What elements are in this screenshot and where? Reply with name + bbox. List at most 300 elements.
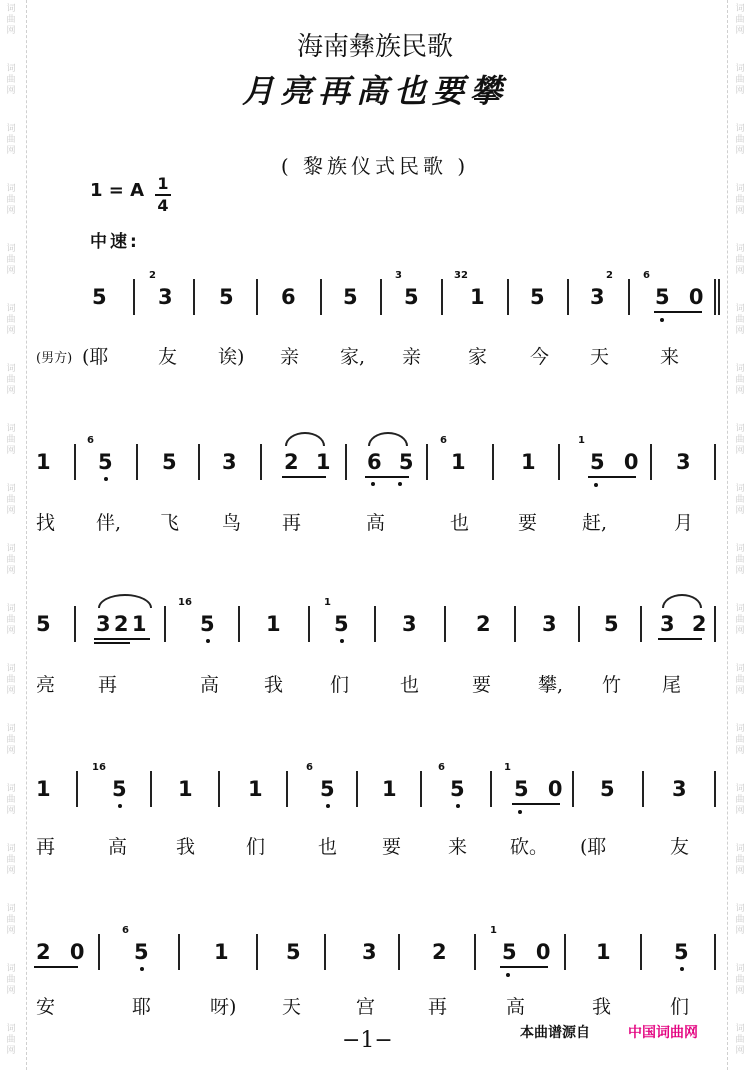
barline: [218, 771, 220, 807]
underline: [365, 476, 409, 478]
barline: [474, 934, 476, 970]
note: 1: [36, 450, 51, 474]
barline: [714, 934, 716, 970]
lyric: 月: [674, 512, 694, 534]
note: 1: [382, 777, 397, 801]
watermark-char: 词: [735, 1024, 745, 1034]
watermark-char: 网: [6, 566, 16, 576]
watermark-char: 曲: [6, 15, 16, 25]
note: 3: [222, 450, 237, 474]
lyric: 伴,: [96, 512, 122, 534]
lyric: 要: [472, 674, 492, 696]
watermark-char: 网: [6, 806, 16, 816]
watermark-char: 曲: [6, 915, 16, 925]
watermark-char: 词: [6, 364, 16, 374]
note: 5: [450, 777, 465, 801]
watermark-char: 曲: [6, 195, 16, 205]
watermark-char: 词: [735, 4, 745, 14]
lyric: 鸟: [222, 512, 242, 534]
watermark-char: 网: [735, 686, 745, 696]
note: 5: [674, 940, 689, 964]
barline: [640, 606, 642, 642]
watermark-char: 网: [735, 206, 745, 216]
note: 2: [476, 612, 491, 636]
lyric: 诶): [218, 346, 245, 368]
note: 5 0: [655, 285, 710, 309]
watermark-char: 词: [735, 484, 745, 494]
note: 5 0: [590, 450, 645, 474]
watermark-char: 曲: [6, 675, 16, 685]
low-dot: [518, 810, 522, 814]
lyric: 耶: [132, 996, 152, 1018]
note: 3 2 1: [96, 612, 147, 636]
note: 5: [530, 285, 545, 309]
note: 5: [320, 777, 335, 801]
watermark-char: 词: [735, 364, 745, 374]
watermark-char: 网: [735, 86, 745, 96]
watermark-group: [732, 424, 748, 457]
lyric: 再: [428, 996, 448, 1018]
watermark-char: 曲: [735, 75, 745, 85]
grace-note: 16: [92, 762, 106, 773]
underline: [34, 966, 78, 968]
watermark-group: [3, 784, 19, 817]
lyric: 天: [590, 346, 610, 368]
note: 5: [36, 612, 51, 636]
song-category: 海南彝族民歌: [296, 32, 453, 62]
watermark-char: 曲: [6, 255, 16, 265]
underline: [94, 642, 130, 644]
grace-note: 6: [438, 762, 445, 773]
barline: [164, 606, 166, 642]
note: 3: [402, 612, 417, 636]
barline: [150, 771, 152, 807]
low-dot: [104, 477, 108, 481]
lyric: 也: [450, 512, 470, 534]
barline: [398, 934, 400, 970]
barline: [74, 606, 76, 642]
barline: [193, 279, 195, 315]
lyric: 要: [518, 512, 538, 534]
barline: [286, 771, 288, 807]
watermark-group: [732, 904, 748, 937]
lyric: 来: [448, 836, 468, 858]
watermark-char: 词: [735, 304, 745, 314]
barline: [260, 444, 262, 480]
low-dot: [118, 804, 122, 808]
lyric: 们: [670, 996, 690, 1018]
watermark-char: 曲: [735, 1035, 745, 1045]
watermark-char: 网: [6, 1046, 16, 1056]
lyric: 我: [592, 996, 612, 1018]
watermark-char: 网: [735, 926, 745, 936]
watermark-char: 曲: [735, 375, 745, 385]
watermark-char: 词: [735, 784, 745, 794]
watermark-char: 词: [6, 904, 16, 914]
slur: [98, 594, 152, 608]
watermark-char: 曲: [735, 255, 745, 265]
watermark-char: 词: [6, 244, 16, 254]
watermark-char: 词: [735, 244, 745, 254]
watermark-group: [732, 604, 748, 637]
watermark-char: 词: [735, 124, 745, 134]
barline: [356, 771, 358, 807]
watermark-char: 曲: [735, 315, 745, 325]
barline: [564, 934, 566, 970]
note: 1: [596, 940, 611, 964]
low-dot: [340, 639, 344, 643]
barline: [380, 279, 382, 315]
watermark-group: [3, 364, 19, 397]
watermark-char: 词: [6, 424, 16, 434]
lyric: 亲: [280, 346, 300, 368]
note: 5: [219, 285, 234, 309]
watermark-char: 网: [6, 326, 16, 336]
grace-note: 2: [606, 270, 613, 281]
watermark-group: [3, 184, 19, 217]
barline: [714, 771, 716, 807]
watermark-char: 网: [735, 566, 745, 576]
underline: [588, 476, 636, 478]
watermark-char: 网: [735, 1046, 745, 1056]
watermark-group: [732, 1024, 748, 1057]
note: 5: [162, 450, 177, 474]
watermark-char: 词: [735, 604, 745, 614]
watermark-char: 网: [735, 746, 745, 756]
barline: [718, 279, 720, 315]
grace-note: 6: [306, 762, 313, 773]
watermark-char: 词: [735, 844, 745, 854]
low-dot: [206, 639, 210, 643]
grace-note: 1: [578, 435, 585, 446]
underline: [282, 476, 326, 478]
lyric: 找: [36, 512, 56, 534]
note: 1: [266, 612, 281, 636]
barline: [572, 771, 574, 807]
note: 1: [214, 940, 229, 964]
watermark-char: 曲: [6, 855, 16, 865]
note: 5 0: [502, 940, 557, 964]
watermark-char: 网: [735, 446, 745, 456]
watermark-char: 词: [735, 964, 745, 974]
watermark-char: 网: [6, 626, 16, 636]
note: 6: [281, 285, 296, 309]
watermark-char: 网: [6, 866, 16, 876]
notes-row-4: [30, 757, 722, 817]
watermark-group: [732, 724, 748, 757]
lyric: 竹: [602, 674, 622, 696]
site-name-link[interactable]: 中国词曲网: [628, 1025, 698, 1041]
low-dot: [456, 804, 460, 808]
watermark-group: [732, 184, 748, 217]
note: 3: [158, 285, 173, 309]
barline: [558, 444, 560, 480]
low-dot: [506, 973, 510, 977]
watermark-char: 词: [6, 664, 16, 674]
grace-note: 6: [643, 270, 650, 281]
lyrics-row-4: [30, 832, 722, 862]
watermark-char: 词: [6, 64, 16, 74]
note: 3: [542, 612, 557, 636]
lyric: 再: [282, 512, 302, 534]
barline: [308, 606, 310, 642]
watermark-char: 曲: [6, 735, 16, 745]
watermark-char: 网: [735, 626, 745, 636]
watermark-char: 网: [735, 326, 745, 336]
note: 5: [98, 450, 113, 474]
barline: [178, 934, 180, 970]
watermark-char: 词: [6, 484, 16, 494]
note: 3: [590, 285, 605, 309]
barline: [320, 279, 322, 315]
watermark-group: [3, 604, 19, 637]
lyric: 也: [318, 836, 338, 858]
note: 1: [470, 285, 485, 309]
grace-note: 6: [87, 435, 94, 446]
barline: [578, 606, 580, 642]
watermark-group: [732, 844, 748, 877]
lyric: 呀): [210, 996, 237, 1018]
watermark-group: [3, 964, 19, 997]
watermark-char: 词: [6, 4, 16, 14]
barline: [640, 934, 642, 970]
page-number: −1−: [342, 1028, 393, 1053]
barline: [76, 771, 78, 807]
lyric: 亲: [402, 346, 422, 368]
watermark-char: 曲: [735, 555, 745, 565]
watermark-char: 曲: [6, 435, 16, 445]
lyric: 宫: [356, 996, 376, 1018]
note: 5: [92, 285, 107, 309]
barline: [492, 444, 494, 480]
barline: [642, 771, 644, 807]
note: 1: [451, 450, 466, 474]
watermark-char: 词: [735, 724, 745, 734]
watermark-char: 网: [6, 26, 16, 36]
barline: [507, 279, 509, 315]
watermark-group: [732, 364, 748, 397]
notes-row-5: [30, 920, 722, 980]
lyrics-row-1: [30, 342, 722, 372]
lyric: 高: [366, 512, 386, 534]
watermark-char: 曲: [6, 975, 16, 985]
grace-note: 2: [149, 270, 156, 281]
watermark-char: 网: [735, 146, 745, 156]
watermark-char: 网: [735, 266, 745, 276]
watermark-char: 网: [735, 26, 745, 36]
grace-note: 1: [324, 597, 331, 608]
lyric: 要: [382, 836, 402, 858]
watermark-group: [732, 484, 748, 517]
barline: [628, 279, 630, 315]
slur: [662, 594, 702, 608]
watermark-group: [732, 664, 748, 697]
watermark-group: [3, 424, 19, 457]
tempo-marking: 中速:: [90, 232, 140, 252]
lyrics-row-3: [30, 670, 722, 700]
barline: [490, 771, 492, 807]
time-top: 1: [157, 174, 169, 193]
watermark-group: [3, 484, 19, 517]
watermark-char: 网: [735, 806, 745, 816]
watermark-char: 曲: [6, 1035, 16, 1045]
note: 1: [521, 450, 536, 474]
watermark-group: [732, 964, 748, 997]
notes-row-3: [30, 592, 722, 652]
watermark-char: 词: [735, 664, 745, 674]
song-title: 月亮再高也要攀: [241, 72, 508, 110]
watermark-group: [3, 664, 19, 697]
watermark-char: 网: [6, 266, 16, 276]
grace-note: 6: [122, 925, 129, 936]
lyric: 尾: [662, 674, 682, 696]
watermark-char: 曲: [6, 555, 16, 565]
key-signature: 1 = A: [90, 180, 145, 201]
watermark-char: 词: [6, 784, 16, 794]
underline: [94, 638, 150, 640]
barline: [136, 444, 138, 480]
note: 1: [178, 777, 193, 801]
underline: [654, 311, 702, 313]
grace-note: 3: [395, 270, 402, 281]
barline: [714, 279, 716, 315]
watermark-char: 曲: [735, 135, 745, 145]
watermark-group: [732, 304, 748, 337]
watermark-char: 词: [6, 124, 16, 134]
barline: [345, 444, 347, 480]
watermark-group: [732, 784, 748, 817]
lyric: 高: [200, 674, 220, 696]
barline: [426, 444, 428, 480]
barline: [256, 934, 258, 970]
watermark-char: 曲: [735, 975, 745, 985]
watermark-char: 网: [735, 866, 745, 876]
barline: [650, 444, 652, 480]
watermark-char: 词: [6, 964, 16, 974]
grace-note: 32: [454, 270, 468, 281]
barline: [444, 606, 446, 642]
watermark-char: 网: [6, 86, 16, 96]
note: 2: [432, 940, 447, 964]
barline: [74, 444, 76, 480]
grace-note: 1: [504, 762, 511, 773]
watermark-char: 网: [6, 926, 16, 936]
watermark-char: 词: [6, 184, 16, 194]
underline: [512, 803, 560, 805]
slur: [285, 432, 325, 446]
lyric: 赶,: [582, 512, 608, 534]
barline: [714, 606, 716, 642]
note: 3: [676, 450, 691, 474]
watermark-char: 曲: [735, 735, 745, 745]
low-dot: [326, 804, 330, 808]
watermark-char: 词: [735, 64, 745, 74]
source-label: 本曲谱源自: [520, 1025, 590, 1041]
watermark-char: 曲: [735, 195, 745, 205]
barline: [256, 279, 258, 315]
note: 1: [36, 777, 51, 801]
watermark-char: 网: [6, 986, 16, 996]
watermark-char: 曲: [735, 615, 745, 625]
note: 5: [286, 940, 301, 964]
watermark-char: 词: [735, 904, 745, 914]
note: 5: [134, 940, 149, 964]
low-dot: [140, 967, 144, 971]
watermark-char: 曲: [6, 315, 16, 325]
note: 5: [404, 285, 419, 309]
low-dot: [594, 483, 598, 487]
note: 3: [362, 940, 377, 964]
note: 1: [248, 777, 263, 801]
lyric: 再: [36, 836, 56, 858]
watermark-char: 词: [735, 184, 745, 194]
lyric: 再: [98, 674, 118, 696]
note: 3: [672, 777, 687, 801]
watermark-char: 词: [6, 1024, 16, 1034]
low-dot: [680, 967, 684, 971]
lyric: 友: [158, 346, 178, 368]
barline: [133, 279, 135, 315]
note: 5: [200, 612, 215, 636]
lyric: 我: [176, 836, 196, 858]
watermark-char: 网: [6, 386, 16, 396]
lyric: 天: [282, 996, 302, 1018]
barline: [324, 934, 326, 970]
watermark-char: 词: [6, 844, 16, 854]
note: 2 1: [284, 450, 336, 474]
lyric: (耶: [580, 836, 607, 858]
note: 2 0: [36, 940, 91, 964]
barline: [98, 934, 100, 970]
watermark-char: 网: [6, 506, 16, 516]
watermark-char: 曲: [6, 615, 16, 625]
watermark-group: [732, 544, 748, 577]
watermark-char: 词: [6, 724, 16, 734]
barline: [238, 606, 240, 642]
lyric: 砍。: [510, 836, 549, 858]
notes-row-2: [30, 430, 722, 490]
lyric: 们: [246, 836, 266, 858]
lyric: 今: [530, 346, 550, 368]
lyric: 们: [330, 674, 350, 696]
grace-note: 1: [490, 925, 497, 936]
lyric: 攀,: [538, 674, 564, 696]
low-dot: [371, 482, 375, 486]
grace-note: 6: [440, 435, 447, 446]
slur: [368, 432, 408, 446]
barline: [198, 444, 200, 480]
watermark-char: 曲: [6, 795, 16, 805]
watermark-char: 曲: [6, 135, 16, 145]
time-signature: [155, 176, 171, 214]
barline: [374, 606, 376, 642]
watermark-char: 曲: [6, 495, 16, 505]
watermark-char: 网: [735, 986, 745, 996]
lyric: 家: [468, 346, 488, 368]
lyric: 飞: [160, 512, 180, 534]
watermark-char: 网: [735, 386, 745, 396]
barline: [514, 606, 516, 642]
notes-row-1: [30, 265, 722, 325]
watermark-char: 词: [6, 604, 16, 614]
lyric: 友: [670, 836, 690, 858]
watermark-char: 网: [6, 146, 16, 156]
lyric: 亮: [36, 674, 56, 696]
watermark-char: 网: [6, 206, 16, 216]
lyric: 安: [36, 996, 56, 1018]
watermark-group: [3, 904, 19, 937]
note: 5: [604, 612, 619, 636]
